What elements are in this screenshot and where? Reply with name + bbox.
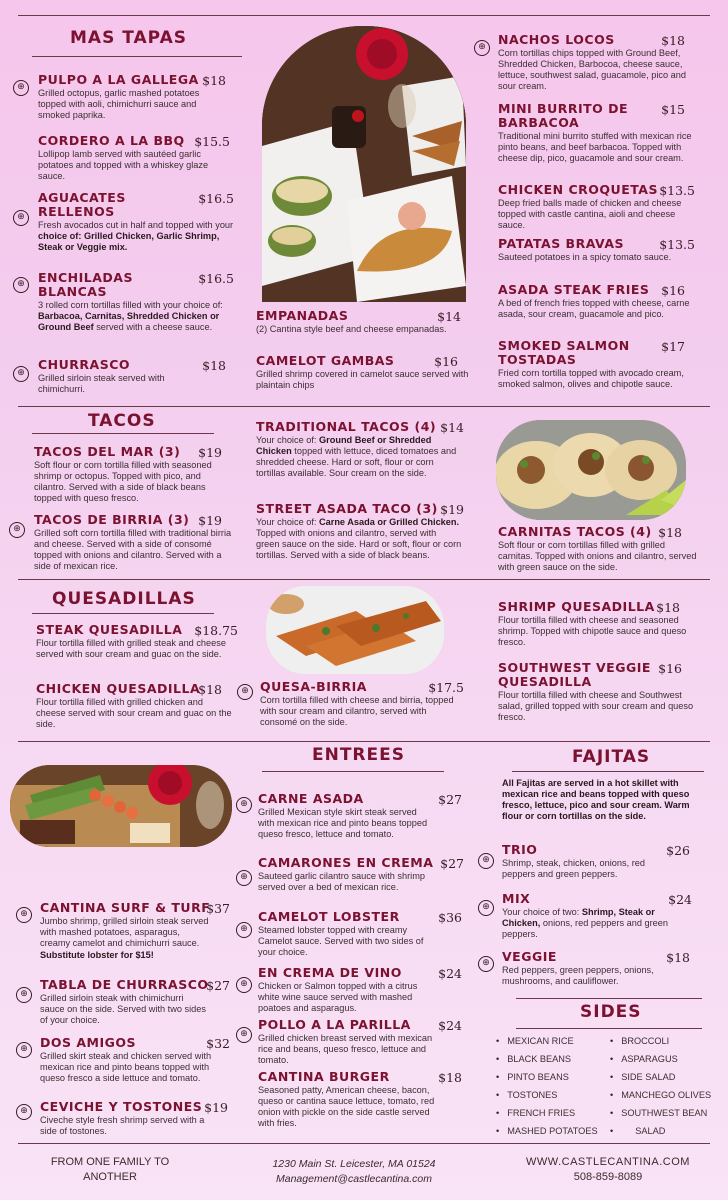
side-item-continued: • SALAD bbox=[610, 1122, 726, 1140]
entrees-photo bbox=[10, 765, 232, 847]
rule-entrees bbox=[18, 741, 710, 742]
gluten-free-icon: ⊕ bbox=[16, 907, 32, 923]
entrees-rule bbox=[262, 771, 444, 772]
menu-item-cordero: CORDERO A LA BBQ $15.5 Lollipop lamb served with sautéed garlic potatoes and topped with a whiskey glaze sauce. bbox=[38, 133, 230, 181]
menu-item-tabla-churrasco: TABLA DE CHURRASCO $27 Grilled sirloin steak with chimichurri sauce on the side. Served with two sides of your choice. bbox=[40, 977, 230, 1025]
mas-tapas-rule bbox=[32, 56, 242, 57]
rule-quesadillas bbox=[18, 579, 710, 580]
menu-item-fajita-mix: MIX $24 Your choice of two: Shrimp, Steak or Chicken, onions, red peppers and green peppers. bbox=[502, 891, 692, 939]
gluten-free-icon: ⊕ bbox=[13, 210, 29, 226]
side-item: • SIDE SALAD bbox=[610, 1068, 726, 1086]
gluten-free-icon: ⊕ bbox=[478, 900, 494, 916]
menu-item-tacos-del-mar: TACOS DEL MAR (3) $19 Soft flour or corn tortilla filled with seasoned shrimp or octopus. Topped with pico, and cilantro. Served with a side of black beans topped with queso fresco. bbox=[34, 444, 222, 503]
fajitas-note: All Fajitas are served in a hot skillet with mexican rice and beans topped with queso fresco, lettuce, pico and sour cream. Warm flour or corn tortillas on the side. bbox=[502, 778, 690, 821]
menu-item-fajita-trio: TRIO $26 Shrimp, steak, chicken, onions, red peppers and green peppers. bbox=[502, 842, 690, 879]
menu-item-cantina-burger: CANTINA BURGER $18 Seasoned patty, American cheese, bacon, queso or cantina sauce lettuce, tomato, red onion with pickle on the side castle served with fries. bbox=[258, 1069, 462, 1128]
sides-bottom-rule bbox=[516, 1028, 702, 1029]
menu-item-nachos: NACHOS LOCOS $18 Corn tortillas chips topped with Ground Beef, Shredded Chicken, Barbocoa, cheese sauce, lettuce, southwest salad, guacamole, pico and sour cream. bbox=[498, 32, 686, 91]
side-item: • BLACK BEANS bbox=[496, 1050, 598, 1068]
side-item: • ASPARAGUS bbox=[610, 1050, 726, 1068]
gluten-free-icon: ⊕ bbox=[13, 366, 29, 382]
menu-item-aguacates: AGUACATES RELLENOS $16.5 Fresh avocados cut in half and topped with your choice of: Grilled Chicken, Garlic Shrimp, Steak or Veggie mix. bbox=[38, 190, 234, 252]
menu-item-crema-vino: EN CREMA DE VINO $24 Chicken or Salmon topped with a citrus white wine sauce served with mashed poatoes and asparagus. bbox=[258, 965, 462, 1013]
footer-tagline: FROM ONE FAMILY TO ANOTHER bbox=[50, 1156, 170, 1183]
menu-item-camelot-lobster: CAMELOT LOBSTER $36 Steamed lobster topped with creamy Camelot sauce. Served with two sides of your choice. bbox=[258, 909, 462, 957]
fajitas-rule bbox=[512, 771, 704, 772]
tacos-photo bbox=[496, 420, 686, 520]
gluten-free-icon: ⊕ bbox=[236, 977, 252, 993]
quesabirria-photo bbox=[266, 586, 444, 674]
section-title-mas-tapas: MAS TAPAS bbox=[70, 28, 187, 48]
gluten-free-icon: ⊕ bbox=[9, 522, 25, 538]
gluten-free-icon: ⊕ bbox=[236, 797, 252, 813]
sides-list-col2 bbox=[610, 1032, 726, 1140]
footer-rule bbox=[18, 1143, 710, 1144]
section-title-sides: SIDES bbox=[580, 1002, 642, 1022]
menu-item-enchiladas: ENCHILADAS BLANCAS $16.5 3 rolled corn tortillas filled with your choice of: Barbacoa, Carnitas, Shredded Chicken or Ground Beef served with a cheese sauce. bbox=[38, 270, 234, 332]
menu-item-asada-fries: ASADA STEAK FRIES $16 A bed of french fries topped with cheese, carne asada, sour cream, guacamole and pico. bbox=[498, 282, 690, 319]
gluten-free-icon: ⊕ bbox=[236, 1027, 252, 1043]
menu-item-surf-turf: CANTINA SURF & TURF $37 Jumbo shrimp, grilled sirloin steak served with mashed potatoes, asparagus, creamy camelot and chimichurri sauce. Substitute lobster for $15! bbox=[40, 900, 230, 960]
footer-address-block bbox=[244, 1157, 464, 1187]
footer-contact-block bbox=[508, 1155, 708, 1185]
side-item: • BROCCOLI bbox=[610, 1032, 726, 1050]
menu-item-chicken-quesadilla: CHICKEN QUESADILLA $18 Flour tortilla filled with grilled chicken and cheese served with sour cream and guac on the side. bbox=[36, 681, 232, 729]
menu-item-empanadas: EMPANADAS $14 (2) Cantina style beef and cheese empanadas. bbox=[256, 308, 461, 334]
side-item: • TOSTONES bbox=[496, 1086, 598, 1104]
rule-tacos bbox=[18, 406, 710, 407]
menu-item-fajita-veggie: VEGGIE $18 Red peppers, green peppers, onions, mushrooms, and cauliflower. bbox=[502, 949, 690, 986]
gluten-free-icon: ⊕ bbox=[474, 40, 490, 56]
side-item: • MANCHEGO OLIVES bbox=[610, 1086, 726, 1104]
tacos-rule bbox=[32, 433, 214, 434]
side-item: • MEXICAN RICE bbox=[496, 1032, 598, 1050]
side-item: • FRENCH FRIES bbox=[496, 1104, 598, 1122]
side-item: • PINTO BEANS bbox=[496, 1068, 598, 1086]
menu-item-carne-asada: CARNE ASADA $27 Grilled Mexican style skirt steak served with mexican rice and pinto beans topped queso fresco, lettuce and tomato. bbox=[258, 791, 462, 839]
section-title-tacos: TACOS bbox=[88, 411, 156, 431]
sides-list-col1 bbox=[496, 1032, 598, 1140]
menu-item-street-asada: STREET ASADA TACO (3) $19 Your choice of: Carne Asada or Grilled Chicken. Topped with onions and cilantro, served with green sauce on the side. Hard or soft, flour or corn tortillas. Served with a side of black beans. bbox=[256, 501, 464, 560]
sides-top-rule bbox=[516, 998, 702, 999]
side-item: • MASHED POTATOES bbox=[496, 1122, 598, 1140]
gluten-free-icon: ⊕ bbox=[237, 684, 253, 700]
gluten-free-icon: ⊕ bbox=[236, 922, 252, 938]
gluten-free-icon: ⊕ bbox=[13, 277, 29, 293]
menu-item-croquetas: CHICKEN CROQUETAS $13.5 Deep fried balls made of chicken and cheese topped with castle cantina, aioli and cheese sauce. bbox=[498, 182, 695, 230]
menu-item-pollo-parilla: POLLO A LA PARILLA $24 Grilled chicken breast served with mexican rice and beans, queso fresco, lettuce and tomato. bbox=[258, 1017, 462, 1065]
menu-item-ceviche: CEVICHE Y TOSTONES $19 Civeche style fresh shrimp served with a side of tostones. bbox=[40, 1099, 228, 1136]
gluten-free-icon: ⊕ bbox=[16, 987, 32, 1003]
gluten-free-icon: ⊕ bbox=[13, 80, 29, 96]
menu-item-veggie-quesadilla: SOUTHWEST VEGGIE QUESADILLA $16 Flour tortilla filled with cheese and Southwest salad, grilled topped with sour cream and queso fresco. bbox=[498, 660, 694, 722]
section-title-fajitas: FAJITAS bbox=[572, 747, 651, 767]
menu-item-churrasco: CHURRASCO $18 Grilled sirloin steak served with chimichurri. bbox=[38, 357, 226, 394]
section-title-entrees: ENTREES bbox=[312, 745, 405, 765]
menu-item-patatas-bravas: PATATAS BRAVAS $13.5 Sauteed potatoes in a spicy tomato sauce. bbox=[498, 236, 695, 262]
gluten-free-icon: ⊕ bbox=[236, 870, 252, 886]
side-item: • SOUTHWEST BEAN bbox=[610, 1104, 726, 1122]
gluten-free-icon: ⊕ bbox=[478, 956, 494, 972]
menu-item-camarones: CAMARONES EN CREMA $27 Sauteed garlic cilantro sauce with shrimp served over a bed of mexican rice. bbox=[258, 855, 464, 892]
top-rule bbox=[18, 15, 710, 16]
menu-item-dos-amigos: DOS AMIGOS $32 Grilled skirt steak and chicken served with mexican rice and pinto beans topped with queso fresco a side lettuce and tomato. bbox=[40, 1035, 230, 1083]
footer-email[interactable]: Management@castlecantina.com bbox=[276, 1173, 432, 1185]
menu-item-carnitas-tacos: CARNITAS TACOS (4) $18 Soft flour or corn tortillas filled with grilled carnitas. Topped with onions and cilantro, served with green sauce on the side. bbox=[498, 524, 697, 572]
menu-item-shrimp-quesadilla: SHRIMP QUESADILLA $18 Flour tortilla filled with cheese and seasoned shrimp. Topped with chipotle sauce and queso fresco. bbox=[498, 599, 687, 647]
footer-website[interactable]: WWW.CASTLECANTINA.COM bbox=[526, 1156, 690, 1168]
tapas-photo bbox=[262, 26, 466, 302]
menu-item-traditional-tacos: TRADITIONAL TACOS (4) $14 Your choice of: Ground Beef or Shredded Chicken topped with lettuce, diced tomatoes and shredded cheese. Hard or soft, flour or corn tortillas available. Sour cream on the side. bbox=[256, 419, 464, 478]
quesadillas-rule bbox=[32, 613, 214, 614]
menu-item-quesa-birria: QUESA-BIRRIA $17.5 Corn tortilla filled with cheese and birria, topped with sour cream and cilantro, served with consomé on the side. bbox=[260, 679, 464, 727]
menu-item-tacos-birria: TACOS DE BIRRIA (3) $19 Grilled soft corn tortilla filled with traditional birria and cheese. Served with a side of consomé topped with onions and cilantro. Served with a side of mexican rice. bbox=[34, 512, 232, 571]
gluten-free-icon: ⊕ bbox=[478, 853, 494, 869]
footer-address: 1230 Main St. Leicester, MA 01524 bbox=[272, 1158, 436, 1170]
menu-item-camelot-gambas: CAMELOT GAMBAS $16 Grilled shrimp covered in camelot sauce served with plaintain chips bbox=[256, 353, 469, 390]
section-title-quesadillas: QUESADILLAS bbox=[52, 589, 196, 609]
menu-item-steak-quesadilla: STEAK QUESADILLA $18.75 Flour tortilla filled with grilled steak and cheese served with sour cream and guac on the side. bbox=[36, 622, 238, 659]
menu-item-mini-burrito: MINI BURRITO DE BARBACOA $15 Traditional mini burrito stuffed with mexican rice pinto beans, and beef barbacoa. Topped with cheese dip, pico, guacamole and sour cream. bbox=[498, 101, 692, 163]
gluten-free-icon: ⊕ bbox=[16, 1042, 32, 1058]
menu-item-salmon-tostadas: SMOKED SALMON TOSTADAS $17 Fried corn tortilla topped with avocado cream, smoked salmon, olives and chipotle sauce. bbox=[498, 338, 685, 389]
footer-phone[interactable]: 508-859-8089 bbox=[573, 1171, 643, 1183]
menu-item-pulpo: PULPO A LA GALLEGA $18 Grilled octopus, garlic mashed potatoes topped with aoli, chimichurri sauce and smoked paprika. bbox=[38, 72, 226, 120]
gluten-free-icon: ⊕ bbox=[16, 1104, 32, 1120]
